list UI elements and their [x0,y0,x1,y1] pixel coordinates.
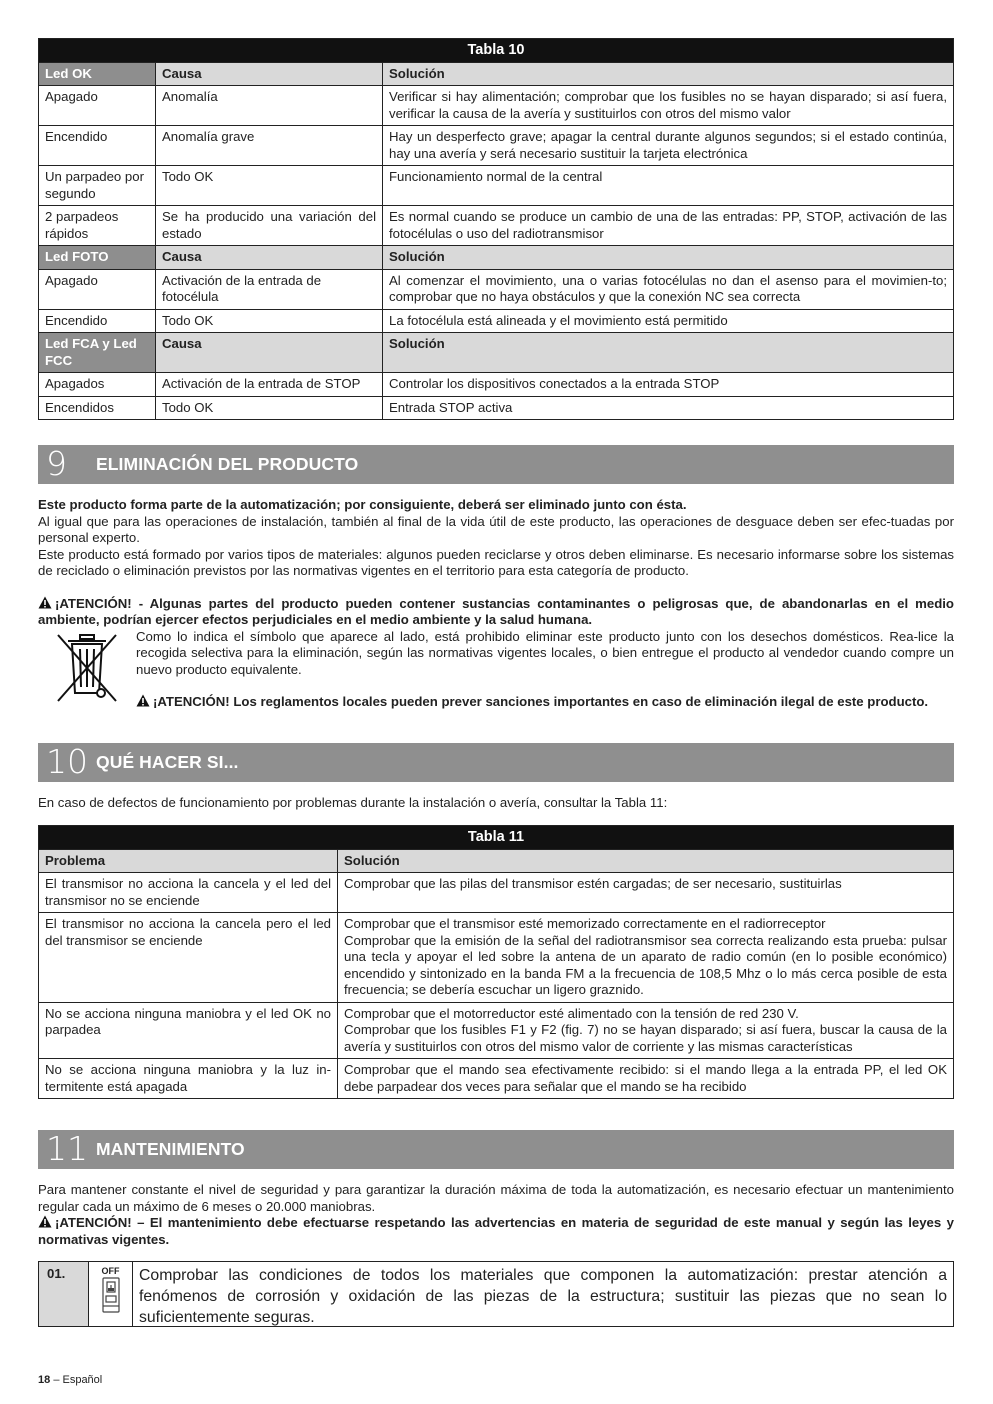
table-cell: Todo OK [156,396,383,420]
table-cell: 2 parpadeos rápidos [39,206,156,246]
warning-paragraph [136,694,954,711]
warning-text: ¡ATENCIÓN! - Algunas partes del producto pueden contener sustancias contaminantes o peligrosas que, de abandonarlas en el medio ambiente, podrían ejercer efectos perjudiciales en el medio ambiente y la salud humana. [38,595,954,627]
table-header-row [39,62,954,86]
header-cell: Solución [383,62,954,86]
table-cell: El transmisor no acciona la cancela pero el led del transmisor se enciende [39,913,338,1003]
section-9-heading [38,445,954,484]
step-text: Comprobar las condiciones de todos los materiales que componen la automatización: prestar atención a fenómenos de corrosión y oxidación de las piezas de la estructura; sustituir las piezas que no sean lo suficientemente seguras. [139,1267,947,1326]
section-number: 10 [46,741,88,781]
table-cell: No se acciona ninguna maniobra y la luz in-termitente está apagada [39,1059,338,1099]
table-row [39,1059,954,1099]
table-cell: Comprobar que el mando sea efectivamente recibido: si el mando llega a la entrada PP, el led OK debe parpadear dos veces para señalar que el mando se ha recibido [338,1059,954,1099]
table-cell: Verificar si hay alimentación; comprobar que los fusibles no se hayan disparado; si así fuera, verificar la causa de la avería y sustituirlos con otros del mismo valor [383,86,954,126]
page-number: 18 [38,1374,51,1386]
page-footer [38,1372,102,1389]
warning-icon [38,1215,52,1228]
table-cell: La fotocélula está alineada y el movimiento está permitido [383,309,954,333]
disposal-block [38,629,954,711]
warning-icon [136,694,150,707]
power-off-switch-icon [89,1262,133,1326]
table-header-row [39,246,954,270]
paragraph: Este producto está formado por varios tipos de materiales: algunos pueden reciclarse y otros deben eliminarse. Es necesario informarse sobre los sistemas de reciclado o eliminación previstos por las normativas vigentes en el territorio para esta categoría de producto. [38,546,954,578]
step-number: 01. [39,1262,89,1326]
paragraph: Al igual que para las operaciones de instalación, también al final de la vida útil de este producto, las operaciones de desguace deben ser efec-tuadas por personal experto. [38,513,954,545]
off-label: OFF [101,1266,120,1276]
footer-language: – Español [53,1374,103,1386]
warning-text: ¡ATENCIÓN! – El mantenimiento debe efectuarse respetando las advertencias en materia de seguridad de este manual y según las leyes y normativas vigentes. [38,1215,954,1247]
warning-text: ¡ATENCIÓN! Los reglamentos locales pueden prever sanciones importantes en caso de eliminación ilegal de este producto. [153,694,929,709]
warning-paragraph [38,596,954,629]
table-cell: Apagado [39,86,156,126]
table-cell: Un parpadeo por segundo [39,166,156,206]
table-row [39,1002,954,1059]
table-header-row [39,333,954,373]
table-cell: El transmisor no acciona la cancela y el led del transmisor no se enciende [39,873,338,913]
table-cell: Encendido [39,126,156,166]
table-cell: Comprobar que el motorreductor esté alimentado con la tensión de red 230 V. Comprobar que los fusibles F1 y F2 (fig. 7) no se hayan disparado; si así fuera, buscar la causa de la avería y sustituirlos con otros del mismo valor de corriente y las mismas características [338,1002,954,1059]
table-cell: Hay un desperfecto grave; apagar la central durante algunos segundos; si el estado continúa, hay una avería y será necesario sustituir la tarjeta electrónica [383,126,954,166]
table-cell: Controlar los dispositivos conectados a la entrada STOP [383,373,954,397]
section-11-heading [38,1130,954,1169]
maintenance-step [38,1261,954,1327]
table-cell: Encendidos [39,396,156,420]
paragraph: Como lo indica el símbolo que aparece al lado, está prohibido eliminar este producto junto con los desechos domésticos. Rea-lice la recogida selectiva para la eliminación, según las normativas vigentes locales, o bien entregue el producto al vendedor cuando compre un nuevo producto equivalente. [136,628,954,677]
section-10-heading [38,743,954,782]
paragraph: Para mantener constante el nivel de seguridad y para garantizar la duración máxima de toda la automatización, es necesario efectuar un mantenimiento regular cada un máximo de 6 meses o 20.000 maniobras. [38,1182,954,1214]
warning-icon [38,596,52,609]
table-10-title: Tabla 10 [39,39,954,63]
table-10 [38,38,954,420]
section-9-body [38,497,954,711]
section-number: 9 [46,444,67,484]
table-cell: Entrada STOP activa [383,396,954,420]
section-title: MANTENIMIENTO [96,1139,245,1160]
table-row [39,269,954,309]
table-cell: Comprobar que el transmisor esté memorizado correctamente en el radiorreceptor Comprobar que la emisión de la señal del radiotransmisor sea correcta realizando esta prueba: pulsar una tecla y apoyar el led sobre la antena de un aparato de radio común (en lo posible económico) encendido y sintonizado en la banda FM a la frecuencia de 108,5 Mhz o lo más cerca posible de esta frecuencia; se debería escuchar un ligero graznido. [338,913,954,1003]
header-cell: Led FOTO [39,246,156,270]
table-cell: Activación de la entrada de STOP [156,373,383,397]
table-row [39,913,954,1003]
table-cell: Se ha producido una variación del estado [156,206,383,246]
table-cell: No se acciona ninguna maniobra y el led OK no parpadea [39,1002,338,1059]
table-cell: Comprobar que las pilas del transmisor estén cargadas; de ser necesario, sustituirlas [338,873,954,913]
table-row [39,396,954,420]
table-cell: Anomalía grave [156,126,383,166]
header-cell: Led OK [39,62,156,86]
table-cell: Activación de la entrada de fotocélula [156,269,383,309]
section-number: 11 [46,1129,88,1169]
header-cell: Solución [383,246,954,270]
table-row [39,166,954,206]
section-title: ELIMINACIÓN DEL PRODUCTO [96,454,359,475]
table-row [39,86,954,126]
table-row [39,373,954,397]
header-cell: Causa [156,62,383,86]
lead-paragraph: Este producto forma parte de la automatización; por consiguiente, deberá ser eliminado junto con ésta. [38,497,687,512]
table-cell: Funcionamiento normal de la central [383,166,954,206]
table-header-row [39,849,954,873]
table-cell: Al comenzar el movimiento, una o varias fotocélulas no dan el asenso para el movimien-to; comprobar que no haya obstáculos y que la conexión NC sea correcta [383,269,954,309]
table-row [39,873,954,913]
table-11 [38,825,954,1099]
header-cell: Causa [156,246,383,270]
table-cell: Apagado [39,269,156,309]
paragraph: En caso de defectos de funcionamiento por problemas durante la instalación o avería, consultar la Tabla 11: [38,794,668,810]
header-cell: Causa [156,333,383,373]
crossed-bin-icon [38,629,136,711]
table-cell: Encendido [39,309,156,333]
manual-page [38,38,954,1327]
header-cell: Problema [39,849,338,873]
table-cell: Anomalía [156,86,383,126]
header-cell: Solución [383,333,954,373]
section-title: QUÉ HACER SI... [96,751,239,772]
table-row [39,309,954,333]
table-cell: Apagados [39,373,156,397]
table-row [39,126,954,166]
table-row [39,206,954,246]
header-cell: Solución [338,849,954,873]
warning-paragraph [38,1215,954,1248]
table-cell: Todo OK [156,309,383,333]
table-cell: Todo OK [156,166,383,206]
header-cell: Led FCA y Led FCC [39,333,156,373]
table-cell: Es normal cuando se produce un cambio de una de las entradas: PP, STOP, activación de las fotocélulas o uso del radiotransmisor [383,206,954,246]
disposal-text-column [136,629,954,711]
table-11-title: Tabla 11 [39,826,954,850]
